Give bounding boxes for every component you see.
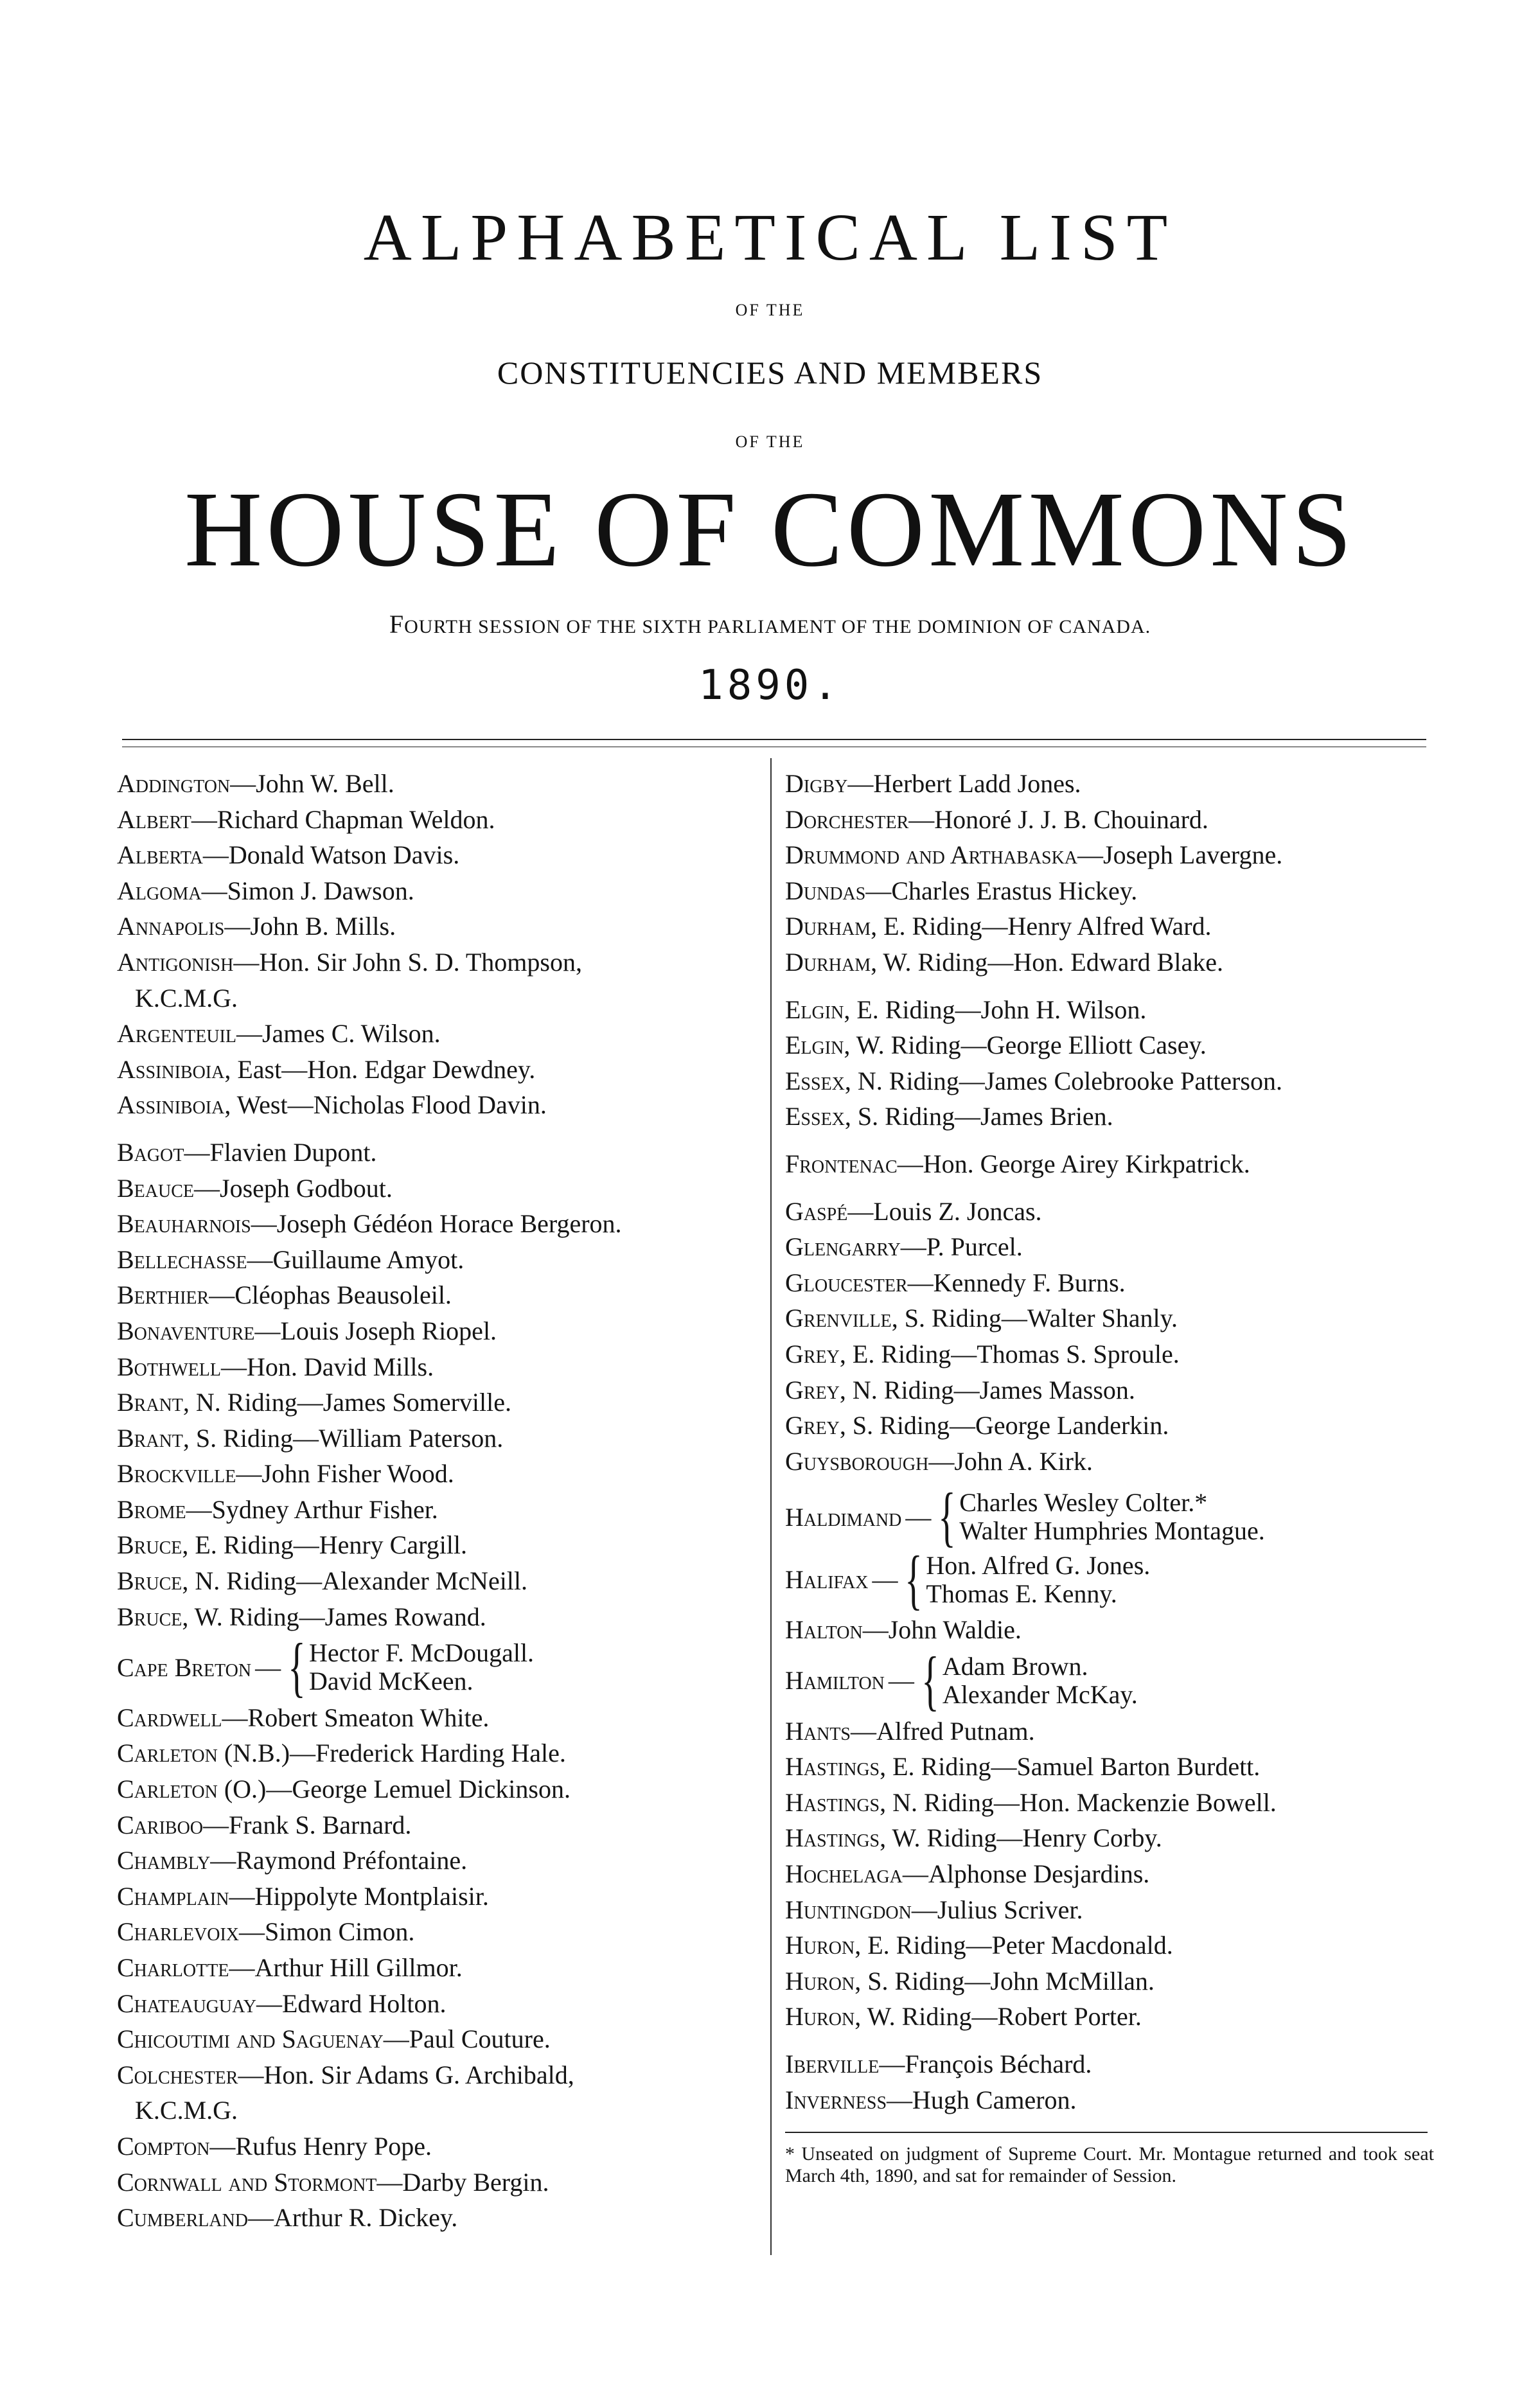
entry: [117, 1843, 759, 1879]
members: [959, 1489, 1265, 1545]
brace-icon: {: [905, 1542, 923, 1616]
member-continued: K.C.M.G.: [135, 2096, 238, 2125]
entry: [785, 1612, 1434, 1648]
member: Thomas E. Kenny.: [926, 1579, 1117, 1608]
constituency: Haldimand: [785, 1502, 902, 1532]
constituency: Cumberland: [117, 2203, 249, 2233]
entry: [117, 1599, 759, 1635]
member: , West—Nicholas Flood Davin.: [224, 1090, 547, 1120]
constituency: Cariboo: [117, 1810, 204, 1839]
brace-icon: {: [288, 1630, 306, 1704]
member: —Joseph Godbout.: [194, 1173, 393, 1203]
constituency: Huntingdon: [785, 1895, 912, 1924]
constituency: Glengarry: [785, 1232, 901, 1262]
session-text: OURTH SESSION OF THE SIXTH PARLIAMENT OF THE DOMINION OF CANADA.: [404, 616, 1151, 637]
member: , E. Riding—Peter Macdonald.: [854, 1931, 1173, 1960]
entry-braced: [785, 1480, 1434, 1554]
entry: [785, 1194, 1434, 1230]
member: —Flavien Dupont.: [184, 1137, 377, 1167]
member: —Herbert Ladd Jones.: [847, 769, 1081, 798]
entry: [117, 1171, 759, 1207]
entry: [785, 992, 1434, 1028]
member: —P. Purcel.: [900, 1232, 1023, 1262]
member: Hector F. McDougall.: [309, 1638, 535, 1668]
member: , E. Riding—John H. Wilson.: [844, 995, 1147, 1024]
brace-icon: {: [938, 1480, 957, 1554]
entry: [117, 1277, 759, 1313]
member: , W. Riding—Henry Corby.: [880, 1823, 1162, 1853]
member: —Simon J. Dawson.: [201, 876, 414, 905]
entry: [117, 1527, 759, 1563]
member: , W. Riding—Robert Porter.: [854, 2002, 1142, 2032]
member: —Hon. George Airey Kirkpatrick.: [897, 1149, 1250, 1178]
member: Alexander McKay.: [942, 1679, 1138, 1709]
constituency: Elgin: [785, 995, 844, 1024]
constituency: Assiniboia: [117, 1054, 225, 1084]
constituency: Brome: [117, 1494, 186, 1524]
entry: [117, 2057, 759, 2129]
entry: [785, 1099, 1434, 1135]
right-column: [785, 766, 1434, 2187]
constituency: Colchester: [117, 2060, 238, 2089]
constituency: Hants: [785, 1716, 851, 1746]
entry: [117, 1914, 759, 1950]
constituency: Halifax: [785, 1565, 869, 1595]
entry: [785, 873, 1434, 909]
member: —Honoré J. J. B. Chouinard.: [908, 804, 1208, 834]
entry: [785, 1027, 1434, 1063]
top-rule-1: [122, 739, 1426, 740]
constituency: Grey: [785, 1411, 840, 1440]
member: , East—Hon. Edgar Dewdney.: [224, 1054, 536, 1084]
constituency: Grey: [785, 1375, 840, 1404]
entry: [785, 1856, 1434, 1892]
constituency: Drummond and Arthabaska: [785, 840, 1078, 870]
entry: [117, 1349, 759, 1385]
entry: [785, 766, 1434, 802]
constituency: Charlotte: [117, 1953, 229, 1982]
constituency: Bonaventure: [117, 1316, 255, 1345]
entry: [785, 1713, 1434, 1749]
constituency: Halton: [785, 1615, 863, 1645]
entry: [785, 1963, 1434, 1999]
member: , E. Riding—Henry Alfred Ward.: [871, 912, 1212, 941]
members: [943, 1652, 1138, 1709]
title-alphabetical-list: ALPHABETICAL LIST: [363, 200, 1177, 274]
constituency: Bagot: [117, 1137, 184, 1167]
constituency: Compton: [117, 2131, 210, 2161]
member: —Donald Watson Davis.: [202, 840, 460, 870]
entry: [785, 802, 1434, 838]
brace-icon: {: [921, 1643, 939, 1718]
entry: [117, 1087, 759, 1123]
constituency: Durham: [785, 912, 871, 941]
constituency: Durham: [785, 947, 871, 977]
constituency: Inverness: [785, 2085, 887, 2114]
member: —James C. Wilson.: [236, 1019, 441, 1049]
constituency: Beauharnois: [117, 1209, 251, 1239]
member: —Louis Z. Joncas.: [847, 1196, 1042, 1226]
footnote: * Unseated on judgment of Supreme Court. Mr. Montague returned and took seat March 4th, 1890, and sat for remainder of Session.: [785, 2143, 1434, 2187]
entry: [785, 1892, 1434, 1928]
constituency: Gaspé: [785, 1196, 848, 1226]
constituency: Essex: [785, 1066, 845, 1095]
dash: —: [255, 1652, 281, 1682]
member: —Richard Chapman Weldon.: [191, 804, 495, 834]
entry: [117, 1700, 759, 1736]
entry-braced: [785, 1542, 1434, 1616]
entry: [117, 2200, 759, 2236]
member: —Arthur Hill Gillmor.: [229, 1953, 463, 1982]
member: Walter Humphries Montague.: [959, 1516, 1265, 1546]
entry-braced: [785, 1643, 1434, 1718]
dash: —: [888, 1666, 914, 1695]
entry: [117, 1456, 759, 1492]
member: , W. Riding—Hon. Edward Blake.: [871, 947, 1223, 977]
entry: [117, 1807, 759, 1843]
entry: [117, 1950, 759, 1986]
member: —John A. Kirk.: [928, 1446, 1093, 1476]
entry: [117, 837, 759, 873]
constituency: Chambly: [117, 1846, 211, 1875]
constituency: Dundas: [785, 876, 866, 905]
member: (N.B.)—Frederick Harding Hale.: [217, 1739, 566, 1768]
entry: [117, 873, 759, 909]
entry: [117, 1735, 759, 1771]
session-initial: F: [389, 610, 405, 639]
member: —Hon. Sir Adams G. Archibald,: [238, 2060, 574, 2089]
entry: [117, 1135, 759, 1171]
member-continued: K.C.M.G.: [135, 983, 238, 1013]
entry: [785, 1749, 1434, 1785]
entry: [117, 944, 759, 1016]
constituency: Carleton: [117, 1775, 218, 1804]
constituency: Addington: [117, 769, 231, 798]
constituency: Bruce: [117, 1530, 182, 1560]
constituency: Hastings: [785, 1752, 880, 1782]
constituency: Grenville: [785, 1304, 892, 1333]
member: Hon. Alfred G. Jones.: [926, 1550, 1151, 1580]
member: —Kennedy F. Burns.: [907, 1268, 1126, 1297]
member: , S. Riding—William Paterson.: [182, 1423, 504, 1453]
entry: [117, 908, 759, 944]
members: [309, 1639, 534, 1695]
constituency: Albert: [117, 804, 191, 834]
entry: [117, 1492, 759, 1528]
constituency: Bellechasse: [117, 1244, 247, 1274]
constituency: Berthier: [117, 1280, 209, 1310]
constituency: Cape Breton: [117, 1652, 252, 1682]
member: —Alfred Putnam.: [851, 1716, 1035, 1746]
of-the-1: OF THE: [735, 301, 805, 319]
member: —Cléophas Beausoleil.: [209, 1280, 452, 1310]
member: —Charles Erastus Hickey.: [865, 876, 1138, 905]
entry: [785, 1229, 1434, 1265]
constituency: Gloucester: [785, 1268, 908, 1297]
column-divider: [770, 758, 772, 2255]
member: —Joseph Gédéon Horace Bergeron.: [251, 1209, 622, 1239]
constituency: Frontenac: [785, 1149, 898, 1178]
member: David McKeen.: [309, 1667, 474, 1696]
entry: [785, 2082, 1434, 2118]
constituency: Huron: [785, 1966, 855, 1996]
entry-braced: [117, 1630, 759, 1704]
entry: [117, 1052, 759, 1088]
constituency: Chicoutimi and Saguenay: [117, 2024, 384, 2054]
constituency: Guysborough: [785, 1446, 929, 1476]
constituency: Huron: [785, 2002, 855, 2032]
constituency: Antigonish: [117, 947, 234, 977]
member: , S. Riding—John McMillan.: [854, 1966, 1155, 1996]
member: , S. Riding—Walter Shanly.: [891, 1304, 1178, 1333]
constituency: Brant: [117, 1423, 183, 1453]
constituency: Charlevoix: [117, 1917, 239, 1947]
year: 1890.: [698, 662, 842, 709]
constituency: Essex: [785, 1102, 845, 1131]
member: —Hugh Cameron.: [887, 2085, 1077, 2114]
member: , N. Riding—James Colebrooke Patterson.: [844, 1066, 1282, 1095]
constituency: Huron: [785, 1931, 855, 1960]
constituency: Assiniboia: [117, 1090, 225, 1120]
member: , E. Riding—Samuel Barton Burdett.: [880, 1752, 1261, 1782]
constituency: Carleton: [117, 1739, 218, 1768]
member: —Louis Joseph Riopel.: [254, 1316, 497, 1345]
constituency: Hastings: [785, 1787, 880, 1817]
title-house-of-commons: HOUSE OF COMMONS: [184, 470, 1356, 589]
constituency: Beauce: [117, 1173, 195, 1203]
member: —John B. Mills.: [224, 912, 396, 941]
member: —Rufus Henry Pope.: [209, 2131, 432, 2161]
entry: [117, 1879, 759, 1915]
constituency: Grey: [785, 1339, 840, 1368]
member: , S. Riding—George Landerkin.: [839, 1411, 1169, 1440]
member: —Edward Holton.: [256, 1988, 447, 2018]
member: , W. Riding—James Rowand.: [182, 1602, 486, 1631]
constituency: Bruce: [117, 1566, 182, 1596]
constituency: Bothwell: [117, 1352, 221, 1381]
member: —Alphonse Desjardins.: [902, 1859, 1150, 1889]
entry: [785, 1336, 1434, 1372]
entry: [785, 1265, 1434, 1301]
member: —John W. Bell.: [230, 769, 394, 798]
constituency: Brockville: [117, 1459, 236, 1489]
constituency: Hochelaga: [785, 1859, 903, 1889]
constituency: Iberville: [785, 2049, 880, 2078]
entry: [117, 1206, 759, 1242]
member: —Arthur R. Dickey.: [248, 2203, 458, 2233]
dash: —: [872, 1565, 898, 1595]
entry: [785, 837, 1434, 873]
entry: [785, 1408, 1434, 1444]
member: —Frank S. Barnard.: [203, 1810, 412, 1839]
member: , S. Riding—James Brien.: [844, 1102, 1113, 1131]
member: , E. Riding—Thomas S. Sproule.: [839, 1339, 1180, 1368]
constituency: Champlain: [117, 1881, 229, 1911]
entry: [785, 1927, 1434, 1963]
entry: [117, 802, 759, 838]
entry: [785, 1820, 1434, 1856]
footnote-rule: [785, 2132, 1428, 2133]
member: , N. Riding—James Somerville.: [182, 1388, 511, 1417]
member: , W. Riding—George Elliott Casey.: [844, 1031, 1207, 1060]
member: —Darby Bergin.: [376, 2167, 549, 2197]
entry: [117, 2164, 759, 2200]
member: —Robert Smeaton White.: [222, 1703, 490, 1732]
member: , N. Riding—James Masson.: [839, 1375, 1135, 1404]
title-constituencies: CONSTITUENCIES AND MEMBERS: [497, 355, 1043, 391]
member: , N. Riding—Alexander McNeill.: [182, 1566, 528, 1596]
entry: [785, 1999, 1434, 2035]
entry: [117, 1016, 759, 1052]
entry: [117, 1563, 759, 1599]
entry: [785, 1785, 1434, 1821]
entry: [785, 1146, 1434, 1182]
entry: [785, 1372, 1434, 1408]
member: —Hippolyte Montplaisir.: [229, 1881, 489, 1911]
entry: [117, 1242, 759, 1278]
constituency: Bruce: [117, 1602, 182, 1631]
entry: [785, 1444, 1434, 1480]
entry: [117, 2129, 759, 2164]
entry: [785, 1300, 1434, 1336]
members: [926, 1552, 1150, 1608]
constituency: Cardwell: [117, 1703, 222, 1732]
constituency: Digby: [785, 769, 848, 798]
member: Charles Wesley Colter.*: [959, 1488, 1208, 1518]
constituency: Elgin: [785, 1031, 844, 1060]
entry: [117, 1313, 759, 1349]
member: —Sydney Arthur Fisher.: [186, 1494, 438, 1524]
entry: [117, 766, 759, 802]
session-line: [0, 612, 1540, 637]
constituency: Cornwall and Stormont: [117, 2167, 377, 2197]
entry: [785, 1063, 1434, 1099]
constituency: Chateauguay: [117, 1988, 256, 2018]
constituency: Dorchester: [785, 804, 909, 834]
member: —Joseph Lavergne.: [1077, 840, 1283, 870]
member: , E. Riding—Henry Cargill.: [182, 1530, 468, 1560]
member: —John Fisher Wood.: [236, 1459, 454, 1489]
entry: [117, 1421, 759, 1456]
entry: [785, 2046, 1434, 2082]
member: (O.)—George Lemuel Dickinson.: [217, 1775, 571, 1804]
of-the-2: OF THE: [735, 432, 805, 451]
constituency: Hamilton: [785, 1666, 885, 1695]
entry: [117, 1771, 759, 1807]
entry: [785, 944, 1434, 980]
entry: [117, 1986, 759, 2022]
constituency: Brant: [117, 1388, 183, 1417]
member: —Guillaume Amyot.: [247, 1244, 465, 1274]
member: —Hon. David Mills.: [220, 1352, 434, 1381]
constituency: Argenteuil: [117, 1019, 236, 1049]
entry: [117, 1385, 759, 1421]
member: —John Waldie.: [862, 1615, 1022, 1645]
member: —Simon Cimon.: [239, 1917, 415, 1947]
member: Adam Brown.: [942, 1651, 1088, 1681]
entry: [785, 908, 1434, 944]
member: —Paul Couture.: [383, 2024, 551, 2054]
member: —Hon. Sir John S. D. Thompson,: [233, 947, 582, 977]
constituency: Annapolis: [117, 912, 225, 941]
constituency: Hastings: [785, 1823, 880, 1853]
member: —Julius Scriver.: [911, 1895, 1083, 1924]
dash: —: [905, 1502, 932, 1532]
constituency: Algoma: [117, 876, 202, 905]
member: —Raymond Préfontaine.: [210, 1846, 468, 1875]
constituency: Alberta: [117, 840, 203, 870]
entry: [117, 2021, 759, 2057]
left-column: [117, 766, 759, 2236]
member: , N. Riding—Hon. Mackenzie Bowell.: [880, 1787, 1277, 1817]
member: —François Béchard.: [879, 2049, 1092, 2078]
